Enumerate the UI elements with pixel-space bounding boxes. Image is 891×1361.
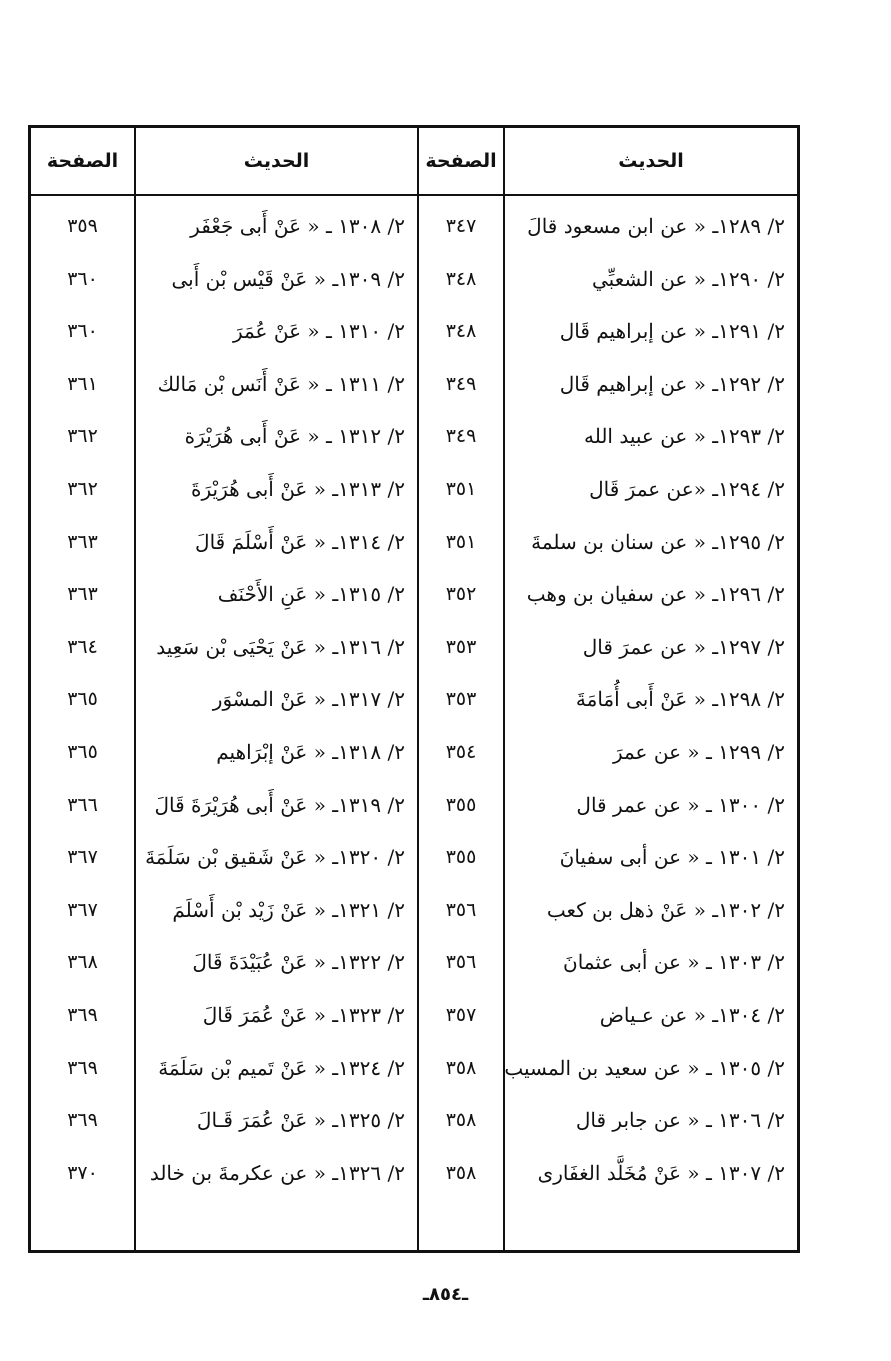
hadith-entry: ٢/ ١٣١١ ـ « عَنْ أَنَس بْن مَالك: [157, 371, 405, 396]
page-reference: ٣٥٦: [445, 898, 477, 921]
page-reference: ٣٥٥: [445, 793, 477, 816]
page-reference: ٣٥٥: [445, 846, 477, 869]
hadith-entry: ٢/ ١٣١٨ـ « عَنْ إبْرَاهيم: [216, 740, 405, 764]
page-reference: ٣٦١: [67, 372, 98, 395]
page-reference: ٣٥١: [445, 478, 477, 500]
page-reference: ٣٦٩: [67, 1056, 98, 1079]
page-reference: ٣٤٧: [445, 215, 477, 237]
hadith-entry: ٢/ ١٣٠٦ ـ « عن جابر قال: [575, 1108, 785, 1133]
hadith-entry: ٢/ ١٣٠١ ـ « عن أبى سفيانَ: [559, 845, 785, 870]
hadith-entry: ٢/ ١٣٠٢ـ « عَنْ ذهل بن كعب: [546, 897, 785, 922]
page-reference: ٣٦٥: [67, 688, 98, 711]
hadith-entry: ٢/ ١٣٠٣ ـ « عن أبى عثمانَ: [563, 950, 785, 975]
hadith-entry: ٢/ ١٣٢٠ـ « عَنْ شَقيق بْن سَلَمَةَ: [145, 845, 405, 870]
hadith-entry: ٢/ ١٢٨٩ـ « عن ابن مسعود قالَ: [527, 214, 785, 238]
header-page-right: الصفحة: [425, 150, 497, 172]
page-reference: ٣٦٠: [67, 267, 98, 290]
page-reference: ٣٦٣: [67, 530, 98, 553]
page-reference: ٣٥٨: [445, 1109, 477, 1132]
hadith-entry: ٢/ ١٣٢٥ـ « عَنْ عُمَرَ قَـالَ: [196, 1108, 405, 1133]
hadith-entry: ٢/ ١٣٠٠ ـ « عن عمر قال: [576, 792, 785, 817]
page-reference: ٣٤٨: [445, 267, 477, 290]
hadith-entry: ٢/ ١٢٩٥ـ « عن سنان بن سلمةَ: [531, 529, 785, 554]
hadith-entry: ٢/ ١٢٩٧ـ « عن عمرَ قال: [582, 634, 785, 659]
page-reference: ٣٥١: [445, 530, 477, 553]
hadith-entry: ٢/ ١٢٩٨ـ « عَنْ أَبى أُمَامَةَ: [575, 687, 785, 712]
page-reference: ٣٥٨: [445, 1161, 477, 1184]
page-reference: ٣٥٦: [445, 951, 477, 974]
left-hadith-column: [136, 128, 417, 1250]
page-reference: ٣٤٩: [445, 372, 477, 395]
hadith-entry: ٢/ ١٣٢٣ـ « عَنْ عُمَرَ قَالَ: [202, 1003, 405, 1027]
header-page-left: الصفحة: [46, 150, 119, 172]
hadith-entry: ٢/ ١٣٠٨ ـ « عَنْ أَبى جَعْفَر: [190, 214, 405, 238]
hadith-entry: ٢/ ١٢٩٣ـ « عن عبيد الله: [583, 424, 785, 449]
hadith-entry: ٢/ ١٢٩٩ ـ « عن عمرَ: [612, 740, 785, 764]
hadith-entry: ٢/ ١٢٩١ـ « عن إبراهيم قَال: [559, 319, 785, 344]
page-reference: ٣٦٥: [67, 741, 98, 763]
page-reference: ٣٦٧: [67, 898, 98, 921]
hadith-entry: ٢/ ١٣٢٢ـ « عَنْ عُبَيْدَةَ قَالَ: [192, 950, 405, 975]
hadith-entry: ٢/ ١٣١٩ـ « عَنْ أَبى هُرَيْرَةَ قَالَ: [154, 792, 405, 817]
page-reference: ٣٦٢: [67, 425, 98, 448]
hadith-index-table: [28, 125, 800, 1253]
page-reference: ٣٥٣: [445, 688, 477, 711]
hadith-entry: ٢/ ١٣٢٤ـ « عَنْ تَميم بْن سَلَمَةَ: [158, 1055, 405, 1080]
page-reference: ٣٥٨: [445, 1056, 477, 1079]
hadith-entry: ٢/ ١٢٩٠ـ « عن الشعبِّي: [592, 266, 785, 291]
hadith-entry: ٢/ ١٣٢١ـ « عَنْ زَيْد بْن أَسْلَمَ: [172, 897, 405, 922]
page-reference: ٣٦٣: [67, 583, 98, 606]
page-reference: ٣٦٩: [67, 1109, 98, 1132]
hadith-entry: ٢/ ١٣١٣ـ « عَنْ أَبى هُرَيْرَةَ: [191, 477, 405, 501]
page-reference: ٣٥٧: [445, 1004, 477, 1026]
hadith-entry: ٢/ ١٣٠٤ـ « عن عـياض: [599, 1003, 785, 1027]
page-reference: ٣٧٠: [67, 1161, 98, 1184]
page-reference: ٣٦٢: [67, 478, 98, 500]
page-number: ـ٨٥٤ـ: [422, 1284, 469, 1305]
hadith-entry: ٢/ ١٣١٦ـ « عَنْ يَحْيَى بْن سَعِيد: [156, 634, 405, 659]
right-page-column: [419, 128, 503, 1250]
hadith-entry: ٢/ ١٣٢٦ـ « عن عكرمةَ بن خالد: [149, 1160, 405, 1185]
hadith-entry: ٢/ ١٣١٥ـ « عَنِ الأَحْنَف: [217, 582, 405, 607]
page-reference: ٣٥٤: [445, 741, 477, 763]
hadith-entry: ٢/ ١٣١٢ ـ « عَنْ أَبى هُرَيْرَة: [184, 424, 405, 449]
page-reference: ٣٥٩: [67, 215, 98, 237]
hadith-entry: ٢/ ١٣٠٧ ـ « عَنْ مُخَلَّد الغفَارى: [537, 1160, 785, 1185]
page-reference: ٣٦٩: [67, 1004, 98, 1026]
hadith-entry: ٢/ ١٢٩٤ـ «عن عمرَ قَال: [589, 477, 785, 501]
header-hadith-right: الحديث: [618, 150, 684, 172]
hadith-entry: ٢/ ١٢٩٦ـ « عن سفيان بن وهب: [526, 582, 785, 607]
page-reference: ٣٦٤: [67, 635, 98, 658]
hadith-entry: ٢/ ١٣٠٥ ـ « عن سعيد بن المسيب: [504, 1055, 785, 1080]
page-reference: ٣٦٨: [67, 951, 98, 974]
page-reference: ٣٥٣: [445, 635, 477, 658]
hadith-entry: ٢/ ١٣١٤ـ « عَنْ أَسْلَمَ قَالَ: [195, 529, 405, 554]
page-reference: ٣٦٦: [67, 793, 98, 816]
page-reference: ٣٦٧: [67, 846, 98, 869]
hadith-entry: ٢/ ١٣٠٩ـ « عَنْ قَيْس بْن أَبى: [171, 266, 405, 291]
left-page-column: [31, 128, 134, 1250]
hadith-entry: ٢/ ١٣١٠ ـ « عَنْ عُمَرَ: [232, 319, 405, 344]
page-reference: ٣٦٠: [67, 320, 98, 343]
page-reference: ٣٤٨: [445, 320, 477, 343]
page-reference: ٣٥٢: [445, 583, 477, 606]
hadith-entry: ٢/ ١٣١٧ـ « عَنْ المسْوَر: [212, 687, 405, 712]
header-hadith-left: الحديث: [243, 150, 310, 172]
hadith-entry: ٢/ ١٢٩٢ـ « عن إبراهيم قَال: [559, 371, 785, 396]
page-reference: ٣٤٩: [445, 425, 477, 448]
right-hadith-column: [505, 128, 797, 1250]
